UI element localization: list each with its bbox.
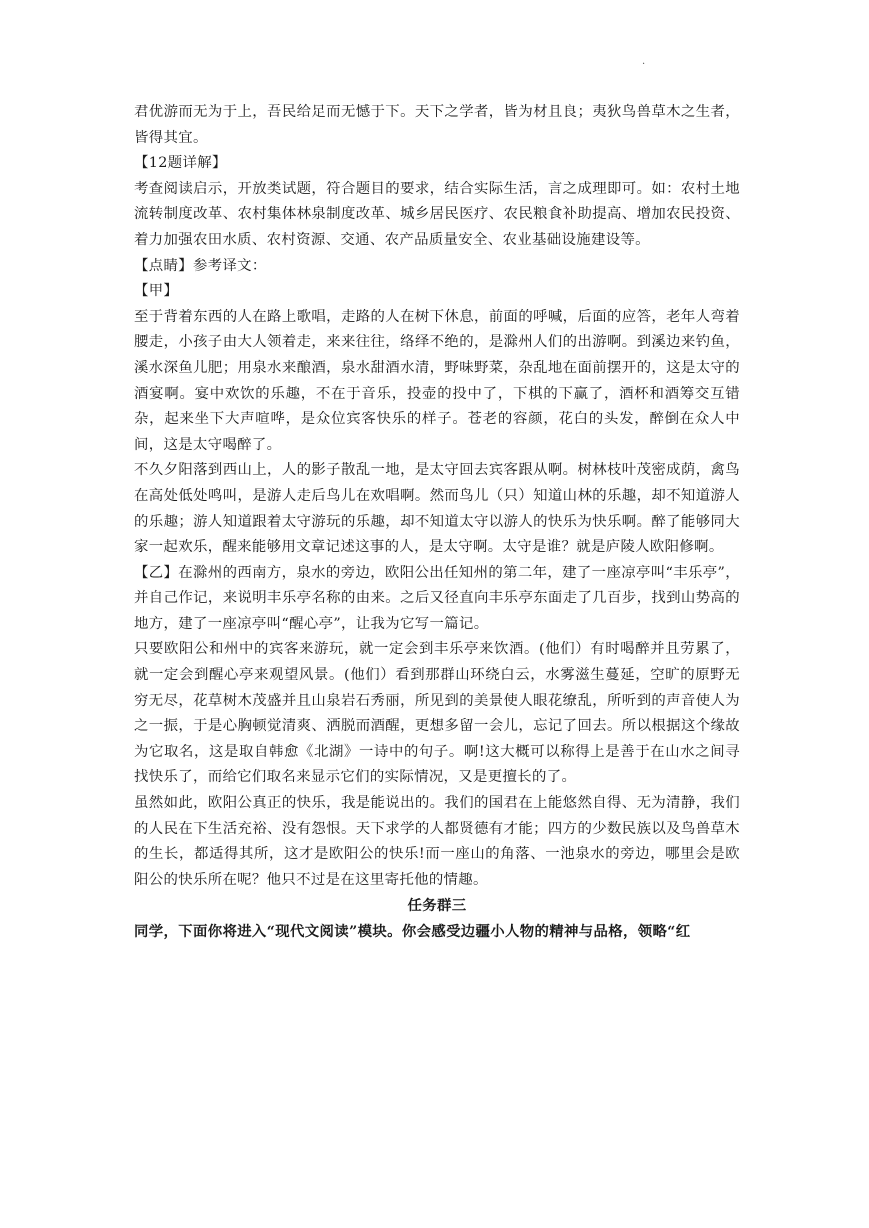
document-body [134,100,740,945]
translation-jia-paragraph-2: 不久夕阳落到西山上，人的影子散乱一地，是太守回去宾客跟从啊。树林枝叶茂密成荫，禽鸟在高处低处鸣叫，是游人走后鸟儿在欢唱啊。然而鸟儿（只）知道山林的乐趣，却不知道游人的乐趣；游人知道跟着太守游玩的乐趣，却不知道太守以游人的快乐为快乐啊。醉了能够同大家一起欢乐，醒来能够用文章记述这事的人，是太守啊。太守是谁？就是庐陵人欧阳修啊。 [134,462,740,556]
section-title: 任务群三 [407,897,467,915]
page-mark: . [642,56,646,67]
translation-jia-paragraph-1: 至于背着东西的人在路上歌唱，走路的人在树下休息，前面的呼喊，后面的应答，老年人弯着腰走，小孩子由大人领着走，来来往往，络绎不绝的，是滁州人们的出游啊。到溪边来钓鱼，溪水深鱼儿肥；用泉水来酿酒，泉水甜酒水清，野味野菜，杂乱地在面前摆开的，这是太守的酒宴啊。宴中欢饮的乐趣，不在于音乐，投壶的投中了，下棋的下赢了，酒杯和酒筹交互错杂，起来坐下大声喧哗，是众位宾客快乐的样子。苍老的容颜，花白的头发，醉倒在众人中间，这是太守喝醉了。 [134,308,740,453]
translation-yi-paragraph-3: 虽然如此，欧阳公真正的快乐，我是能说出的。我们的国君在上能悠然自得、无为清静，我们的人民在下生活充裕、没有怨恨。天下求学的人都贤德有才能；四方的少数民族以及鸟兽草木的生长，都适得其所，这才是欧阳公的快乐!而一座山的角落、一池泉水的旁边，哪里会是欧阳公的快乐所在呢？他只不过是在这里寄托他的情趣。 [134,795,740,888]
paragraph-ending-original: 君优游而无为于上，吾民给足而无憾于下。天下之学者，皆为材且良；夷狄鸟兽草木之生者，皆得其宜。 [134,104,740,146]
question-12-heading: 【12题详解】 [134,155,227,172]
jia-label: 【甲】 [134,283,179,300]
dianjing-heading: 【点睛】参考译文： [134,257,267,274]
translation-yi-paragraph-2: 只要欧阳公和州中的宾客来游玩，就一定会到丰乐亭来饮酒。(他们）有时喝醉并且劳累了，就一定会到醒心亭来观望风景。(他们）看到那群山环绕白云，水雾滋生蔓延，空旷的原野无穷无尽，花草树木茂盛并且山泉岩石秀丽，所见到的美景使人眼花缭乱，所听到的声音使人为之一振，于是心胸顿觉清爽、洒脱而酒醒，更想多留一会儿，忘记了回去。所以根据这个缘故为它取名，这是取自韩愈《北湖》一诗中的句子。啊!这大概可以称得上是善于在山水之间寻找快乐了，而给它们取名来显示它们的实际情况，又是更擅长的了。 [134,641,740,786]
translation-yi-paragraph-1: 【乙】在滁州的西南方，泉水的旁边，欧阳公出任知州的第二年，建了一座凉亭叫“丰乐亭”，并自己作记，来说明丰乐亭名称的由来。之后又径直向丰乐亭东面走了几百步，找到山势高的地方，建了一座凉亭叫“醒心亭”，让我为它写一篇记。 [134,564,740,632]
task-intro: 同学，下面你将进入“现代文阅读”模块。你会感受边疆小人物的精神与品格，领略“红 [134,923,691,940]
question-12-explanation: 考查阅读启示，开放类试题，符合题目的要求，结合实际生活，言之成理即可。如：农村土地流转制度改革、农村集体林泉制度改革、城乡居民医疗、农民粮食补助提高、增加农民投资、着力加强农田水质、农村资源、交通、农产品质量安全、农业基础设施建设等。 [134,180,740,248]
